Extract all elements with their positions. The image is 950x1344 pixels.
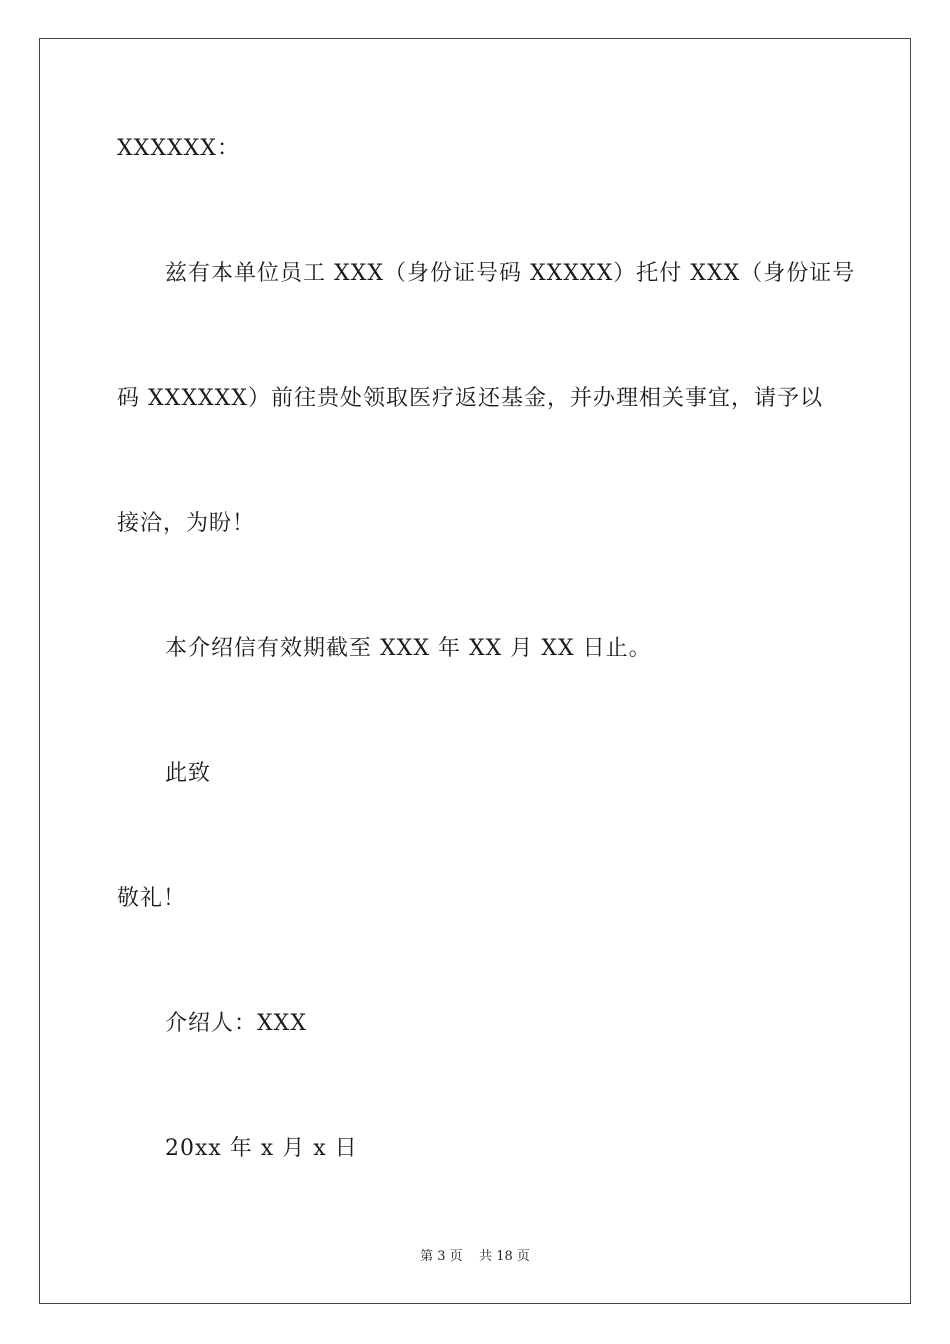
- closing-cizhi: 此致: [165, 761, 212, 786]
- body-line-1: 兹有本单位员工 XXX（身份证号码 XXXXX）托付 XXX（身份证号: [165, 261, 856, 286]
- salutation: XXXXXX：: [117, 136, 240, 161]
- closing-jingli: 敬礼！: [117, 886, 187, 911]
- body-line-2: 码 XXXXXX）前往贵处领取医疗返还基金，并办理相关事宜，请予以: [117, 386, 823, 411]
- introducer-line: 介绍人：XXX: [165, 1011, 307, 1036]
- page-border: [39, 38, 911, 1304]
- page-number-footer: 第 3 页 共 18 页: [420, 1249, 530, 1264]
- validity-statement: 本介绍信有效期截至 XXX 年 XX 月 XX 日止。: [165, 636, 652, 661]
- date-line: 20xx 年 x 月 x 日: [165, 1136, 358, 1161]
- body-line-3: 接洽，为盼！: [117, 511, 256, 536]
